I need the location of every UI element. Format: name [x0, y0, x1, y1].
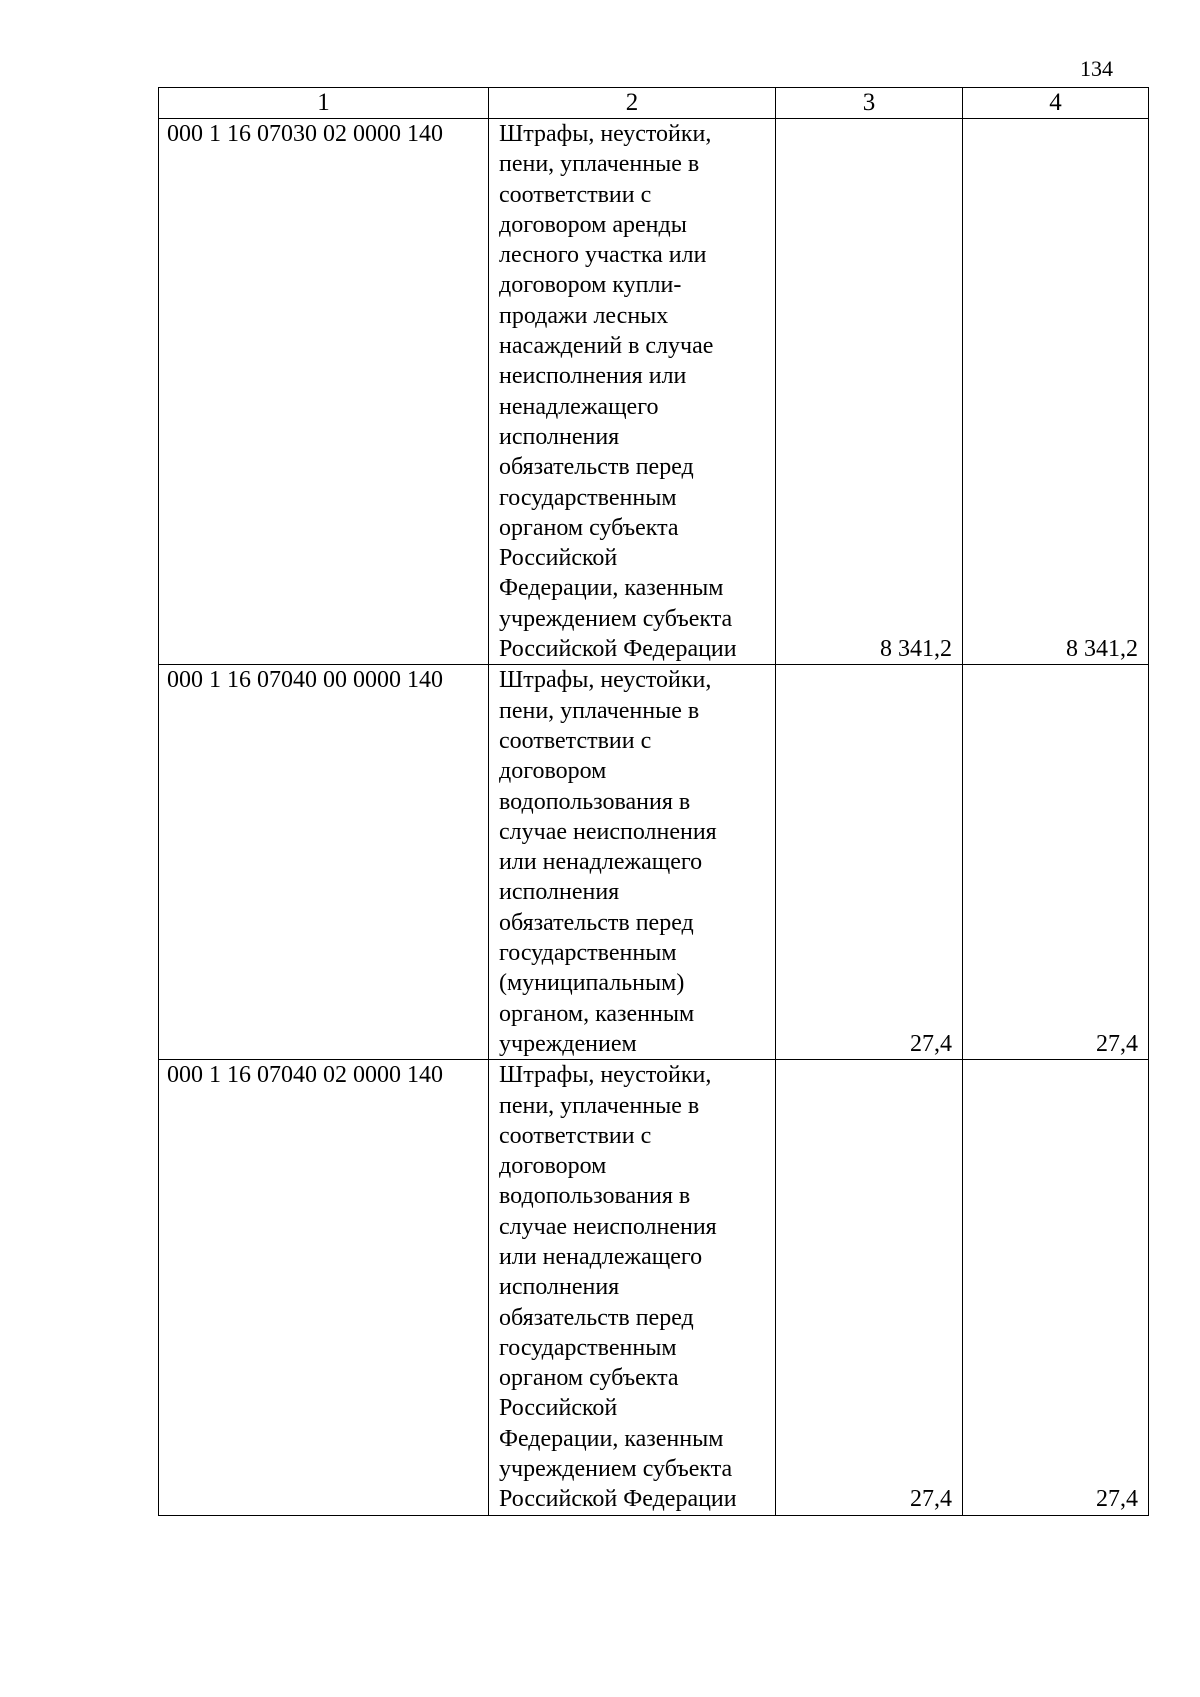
description-line: договором аренды — [499, 211, 687, 238]
description-line: договором — [499, 758, 607, 785]
amount-col4: 27,4 — [963, 1060, 1149, 1515]
amount-col3: 27,4 — [776, 1060, 963, 1515]
description-line: случае неисполнения — [499, 818, 717, 845]
description-line: водопользования в — [499, 1183, 691, 1210]
description-line: соответствии с — [499, 181, 652, 208]
description — [489, 1060, 776, 1515]
description-line: пени, уплаченные в — [499, 1092, 700, 1119]
description-line: лесного участка или — [499, 242, 707, 269]
description-line: Российской — [499, 545, 618, 572]
table-header-row — [159, 88, 1149, 119]
description-line: пени, уплаченные в — [499, 697, 700, 724]
description — [489, 665, 776, 1060]
description-line: Российской Федерации — [499, 1486, 737, 1513]
column-header-3: 3 — [776, 88, 963, 119]
description-line: Штрафы, неустойки, — [499, 667, 712, 694]
description-line: соответствии с — [499, 727, 652, 754]
description-line: Штрафы, неустойки, — [499, 121, 712, 147]
amount-col4: 27,4 — [963, 665, 1149, 1060]
column-header-4: 4 — [963, 88, 1149, 119]
description-line: соответствии с — [499, 1122, 652, 1149]
description-line: Российской Федерации — [499, 636, 737, 663]
description — [489, 119, 776, 665]
amount-col4: 8 341,2 — [963, 119, 1149, 665]
description-line: Федерации, казенным — [499, 1425, 724, 1452]
description-line: учреждением субъекта — [499, 1456, 733, 1483]
description-line: учреждением — [499, 1030, 637, 1057]
amount-col3: 8 341,2 — [776, 119, 963, 665]
column-header-2: 2 — [489, 88, 776, 119]
description-line: неисполнения или — [499, 363, 687, 390]
description-line: пени, уплаченные в — [499, 151, 700, 178]
description-line: исполнения — [499, 879, 620, 906]
description-line: учреждением субъекта — [499, 605, 733, 632]
description-line: Российской — [499, 1395, 618, 1422]
description-line: продажи лесных — [499, 302, 669, 329]
description-line: или ненадлежащего — [499, 849, 703, 876]
amount-col3: 27,4 — [776, 665, 963, 1060]
description-line: органом субъекта — [499, 1365, 679, 1392]
page-number: 134 — [1080, 56, 1113, 81]
description-line: насаждений в случае — [499, 333, 714, 360]
description-line: государственным — [499, 484, 677, 511]
column-header-1: 1 — [159, 88, 489, 119]
description-line: обязательств перед — [499, 909, 694, 936]
description-line: обязательств перед — [499, 454, 694, 481]
table-row — [159, 119, 1149, 665]
table-row — [159, 665, 1149, 1060]
description-line: государственным — [499, 1334, 677, 1361]
description-line: исполнения — [499, 423, 620, 450]
description-line: обязательств перед — [499, 1304, 694, 1331]
description-line: органом субъекта — [499, 514, 679, 541]
description-line: исполнения — [499, 1274, 620, 1301]
description-line: органом, казенным — [499, 1000, 695, 1027]
budget-code: 000 1 16 07030 02 0000 140 — [159, 119, 489, 665]
description-line: государственным — [499, 940, 677, 967]
description-line: Федерации, казенным — [499, 575, 724, 602]
description-line: Штрафы, неустойки, — [499, 1062, 712, 1089]
table-row — [159, 1060, 1149, 1515]
description-line: договором купли- — [499, 272, 682, 299]
budget-code: 000 1 16 07040 00 0000 140 — [159, 665, 489, 1060]
description-line: водопользования в — [499, 788, 691, 815]
description-line: или ненадлежащего — [499, 1243, 703, 1270]
description-line: договором — [499, 1153, 607, 1180]
description-line: ненадлежащего — [499, 393, 659, 420]
budget-table — [158, 87, 1149, 1516]
description-line: (муниципальным) — [499, 970, 685, 997]
budget-code: 000 1 16 07040 02 0000 140 — [159, 1060, 489, 1515]
description-line: случае неисполнения — [499, 1213, 717, 1240]
